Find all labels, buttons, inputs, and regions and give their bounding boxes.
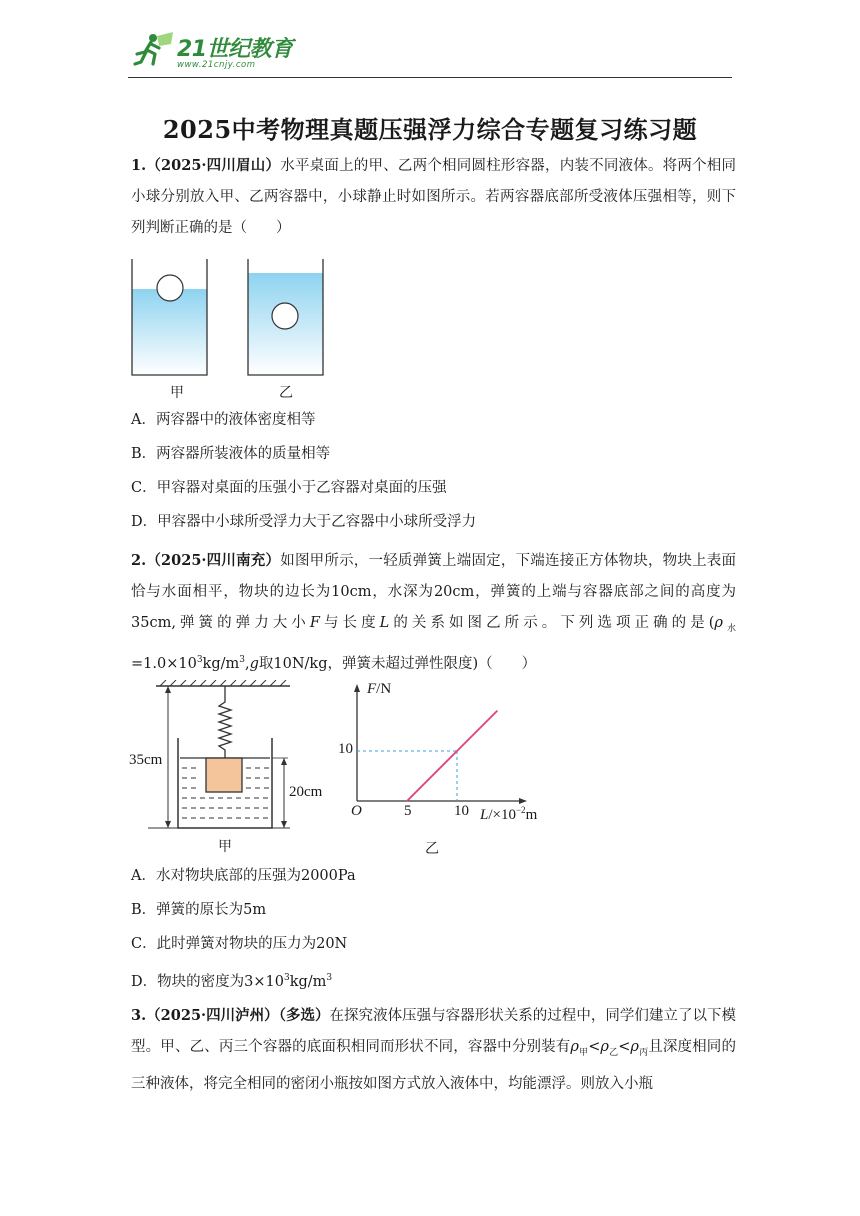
figure-label-yi: 乙 — [279, 385, 293, 401]
data-point-0 — [406, 800, 408, 802]
question-3-number: 3. — [131, 1007, 147, 1024]
logo-url: www.21cnjy.com — [177, 60, 256, 70]
rho-value: =1.0×10 — [131, 655, 197, 672]
y-axis-arrow — [354, 684, 360, 692]
data-point-2 — [496, 710, 498, 712]
header-divider — [128, 77, 732, 78]
question-2-text-b: 与长度 — [319, 615, 380, 631]
question-1-number: 1. — [131, 157, 147, 174]
question-2-text-d: , — [244, 655, 250, 672]
rho-symbol: ρ — [714, 615, 723, 631]
question-2-number: 2. — [131, 552, 147, 569]
question-2-option-d[interactable] — [131, 968, 736, 992]
rho-unit-exponent: 3 — [239, 654, 245, 665]
x-axis-arrow — [519, 798, 527, 804]
cube-block — [206, 758, 242, 792]
less-than-1: < — [588, 1039, 601, 1055]
y-tick-10: 10 — [338, 741, 353, 757]
option-d-exp: 3 — [283, 973, 290, 983]
logo-text: 21世纪教育 — [177, 37, 293, 62]
page-title: 2025中考物理真题压强浮力综合专题复习练习题 — [162, 115, 698, 144]
spring — [219, 686, 231, 758]
figure-label-jia: 甲 — [170, 385, 184, 401]
rho-2-sub: 乙 — [608, 1047, 619, 1058]
site-logo[interactable] — [133, 30, 303, 76]
rho-2: ρ — [600, 1039, 609, 1055]
question-1-stem — [131, 150, 736, 244]
question-2-text-e: 取10N/kg，弹簧未超过弹性限度)（ ） — [258, 655, 537, 672]
question-2-stem — [131, 545, 736, 680]
y-axis-label: F/N — [367, 681, 392, 697]
x-axis-label: $L/\times 10^{-2}m$ — [480, 805, 538, 823]
question-1-option-b[interactable]: B．两容器所装液体的质量相等 — [131, 446, 331, 462]
question-1-source: （2025·四川眉山） — [146, 157, 281, 174]
question-1-text: 水平桌面上的甲、乙两个相同圆柱形容器，内装不同液体。将两个相同小球分别放入甲、乙两容器中，小球静止时如图所示。若两容器底部所受液体压强相等，则下列判断正确的是（ ） — [131, 158, 737, 236]
data-point-1 — [456, 750, 458, 752]
x-tick-5: 5 — [404, 803, 412, 819]
question-2-option-b[interactable]: B．弹簧的原长为5m — [131, 902, 267, 918]
question-2-chart-yi — [335, 676, 538, 826]
ball-yi — [272, 303, 298, 329]
question-1-option-d[interactable]: D．甲容器中小球所受浮力大于乙容器中小球所受浮力 — [131, 514, 477, 530]
x-tick-10: 10 — [454, 803, 469, 819]
rho-unit: kg/m — [202, 655, 240, 672]
depth-label-20cm: 20cm — [289, 784, 323, 800]
rho-3-sub: 丙 — [638, 1047, 649, 1058]
origin-label: O — [351, 803, 362, 819]
ball-jia — [157, 275, 183, 301]
option-d-prefix: D．物块的密度为3×10 — [131, 973, 284, 990]
option-d-unit: kg/m — [289, 973, 327, 990]
rho-3: ρ — [630, 1039, 639, 1055]
figure-caption-yi: 乙 — [425, 841, 439, 857]
figure-caption-jia: 甲 — [218, 839, 232, 855]
container-yi — [248, 259, 323, 375]
question-1-option-a[interactable]: A．两容器中的液体密度相等 — [131, 412, 316, 428]
question-2-option-c[interactable]: C．此时弹簧对物块的压力为20N — [131, 936, 348, 952]
question-3-text-b: 且深度相同的三种液体，将完全相同的密闭小瓶按如图方式放入液体中，均能漂浮。则放入小瓶 — [131, 1039, 736, 1092]
rho-subscript: 水 — [722, 623, 736, 634]
question-1-option-c[interactable]: C．甲容器对桌面的压强小于乙容器对桌面的压强 — [131, 480, 447, 496]
variable-L: L — [379, 615, 390, 631]
question-3-stem — [131, 1000, 736, 1100]
question-1-figure — [128, 255, 328, 405]
less-than-2: < — [618, 1039, 631, 1055]
container-jia — [132, 259, 207, 375]
question-2-figure-jia — [128, 680, 328, 860]
rho-1-sub: 甲 — [578, 1047, 589, 1058]
question-2-text-a: 如图甲所示，一轻质弹簧上端固定，下端连接正方体物块，物块上表面恰与水面相平，物块的边长为10cm，水深为20cm，弹簧的上端与容器底部之间的高度为35cm,弹簧的弹力大小 — [131, 553, 737, 631]
series-line — [407, 711, 497, 801]
option-d-unit-exp: 3 — [326, 973, 333, 983]
question-2-option-a[interactable]: A．水对物块底部的压强为2000Pa — [131, 868, 356, 884]
question-3-text-a: 在探究液体压强与容器形状关系的过程中，同学们建立了以下模型。甲、乙、丙三个容器的底面积相同而形状不同，容器中分别装有 — [131, 1008, 736, 1055]
rho-1: ρ — [570, 1039, 579, 1055]
variable-F: F — [309, 615, 320, 631]
height-label-35cm: 35cm — [129, 752, 163, 768]
question-2-source: （2025·四川南充） — [146, 552, 281, 569]
runner-icon — [133, 30, 177, 70]
variable-g: g — [249, 655, 259, 672]
question-2-text-c: 的关系如图乙所示。下列选项正确的是( — [389, 615, 715, 631]
rho-exponent: 3 — [196, 654, 203, 665]
question-3-source: （2025·四川泸州）（多选） — [146, 1007, 330, 1024]
